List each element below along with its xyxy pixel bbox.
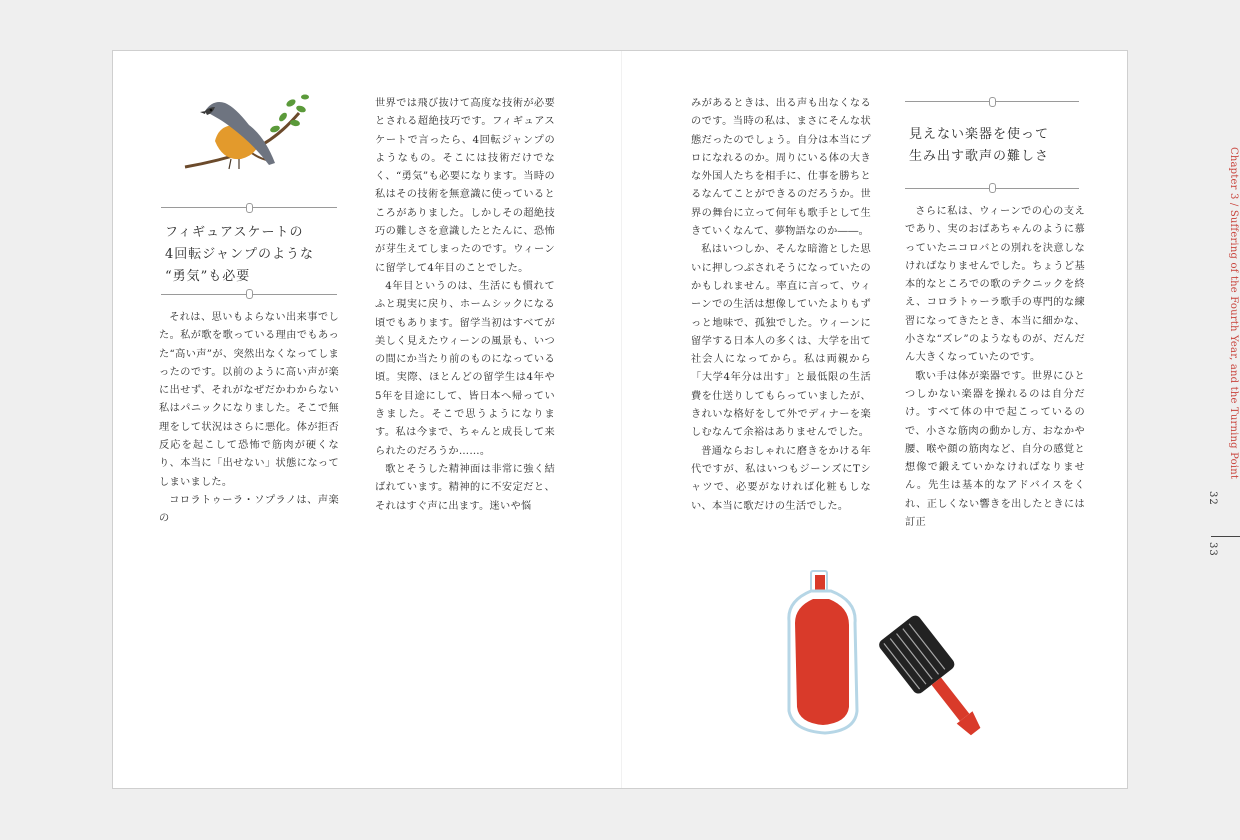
heading-line-1: フィギュアスケートの — [165, 225, 304, 240]
paragraph: 普通ならおしゃれに磨きをかける年代ですが、私はいつもジーンズにTシャツで、必要がなければ化粧もしない、本当に歌だけの生活でした。 — [691, 445, 871, 512]
text-column-2 — [375, 95, 555, 516]
text-column-3 — [691, 95, 871, 516]
heading-line-2: 生み出す歌声の難しさ — [909, 149, 1050, 164]
heading-line-1: 見えない楽器を使って — [909, 127, 1050, 142]
bird-on-branch-illustration — [179, 89, 311, 185]
heading-ornament — [989, 97, 996, 107]
spine-gutter — [621, 51, 622, 788]
running-head: Chapter 3 / Suffering of the Fourth Year, and the Turning Point — [1228, 147, 1239, 480]
text-column-1 — [159, 309, 339, 529]
right-section-heading — [905, 101, 1079, 189]
paragraph: さらに私は、ウィーンでの心の支えであり、実のおばあちゃんのように慕っていたニコロバとの別れを決意しなければなりませんでした。ちょうど基本的なところでの歌のテクニックを終え、コロラトゥーラ歌手の専門的な練習になってきたとき、本当に細かな、小さな“ズレ”のようなものが、だんだん大きくなっていたのです。 — [905, 206, 1085, 364]
heading-ornament — [246, 203, 253, 213]
paragraph: みがあるときは、出る声も出なくなるのです。当時の私は、まさにそんな状態だったのでしょう。自分は本当にプロになれるのか。周りにいる体の大きな外国人たちを相手に、仕事を勝ちとるなんてことができるのだろうか。世界の舞台に立って何年も歌手として生きていくなんて、夢物語なのか――。 — [691, 98, 871, 238]
heading-ornament — [246, 289, 253, 299]
page-number-left: 32 — [1207, 491, 1218, 506]
text-column-4 — [905, 203, 1085, 532]
paragraph: コロラトゥーラ・ソプラノは、声楽の — [159, 494, 339, 525]
heading-ornament — [989, 183, 996, 193]
book-spread — [112, 50, 1239, 789]
paragraph: 世界では飛び抜けて高度な技術が必要とされる超絶技巧です。フィギュアスケートで言ったら、4回転ジャンプのようなもの。そこには技術だけでなく、“勇気”も必要になります。当時の私はその技術を無意識に使っているところがありました。しかしその超絶技巧の難しさを意識したとたんに、恐怖が芽生えてしまったのです。ウィーンに留学して4年目のことでした。 — [375, 98, 555, 274]
heading-line-3: “勇気”も必要 — [165, 269, 251, 284]
heading-line-2: 4回転ジャンプのような — [165, 247, 315, 262]
paragraph: 4年目というのは、生活にも慣れてふと現実に戻り、ホームシックになる頃でもあります。留学当初はすべてが美しく見えたウィーンの風景も、いつの間にか当たり前のものになっている頃。実際、ほとんどの留学生は4年や5年を目途にして、皆日本へ帰っていきました。そこで思うようになります。私は今まで、ちゃんと成長して来られたのだろうか……。 — [375, 280, 555, 457]
paragraph: 歌とそうした精神面は非常に強く結ばれています。精神的に不安定だと、それはすぐ声に出ます。迷いや悩 — [375, 463, 555, 512]
paragraph: 歌い手は体が楽器です。世界にひとつしかない楽器を操れるのは自分だけ。すべて体の中で起こっているので、小さな筋肉の動かし方、おなかや腰、喉や顔の筋肉など、自分の感覚と想像で鍛えていかなければなりません。先生は基本的なアドバイスをくれ、正しくない響きを出したときには訂正 — [905, 370, 1085, 529]
page-number-right: 33 — [1207, 542, 1218, 557]
folio-rule — [1211, 536, 1240, 537]
left-section-heading — [161, 207, 337, 295]
paragraph: それは、思いもよらない出来事でした。私が歌を歌っている理由でもあった“高い声”が、突然出なくなってしまったのです。以前のように高い声が楽に出せず、それがなぜだかわからない私はパニックになりました。そこで無理をして状況はさらに悪化。体が拒否反応を起こして恐怖で筋肉が硬くなり、本当に「出せない」状態になってしまいました。 — [159, 312, 339, 488]
paragraph: 私はいつしか、そんな暗澹とした思いに押しつぶされそうになっていたのかもしれません。率直に言って、ウィーンでの生活は想像していたよりもずっと地味で、孤独でした。ウィーンに留学する日本人の多くは、大学を出て社会人になってから。私は両親から「大学4年分は出す」と最低限の生活費を仕送りしてもらっていましたが、きれいな格好をして外でディナーを楽しむなんて余裕はありませんでした。 — [691, 244, 871, 439]
nail-polish-illustration — [775, 561, 985, 751]
